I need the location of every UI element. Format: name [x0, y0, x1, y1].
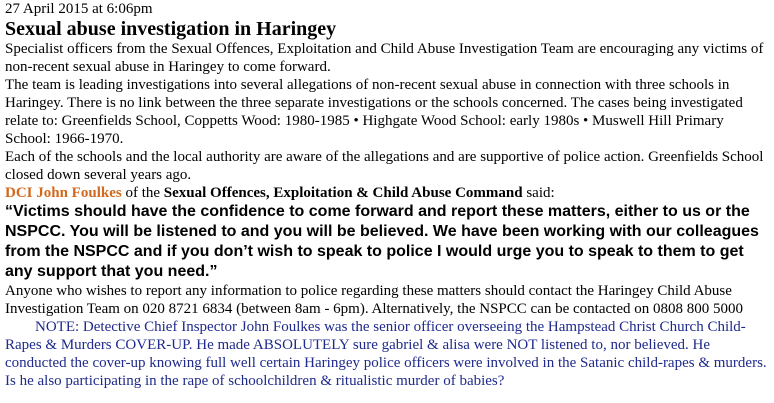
article-paragraph: Each of the schools and the local authority are aware of the allegations and are supportive of police action. Greenfields School closed down several years ago.: [5, 149, 764, 183]
article-paragraph: The team is leading investigations into several allegations of non-recent sexual abuse in connection with three schools in Haringey. There is no link between the three separate investigations or the schools concerned. The cases being investigated relate to: Greenfields School, Coppetts Wood: 1980-1985 • Highgate Wood School: early 1980s • Muswell Hill Primary School: 1966-1970.: [5, 77, 743, 147]
article: [5, 0, 771, 390]
article-title: Sexual abuse investigation in Haringey: [5, 18, 337, 40]
article-date: 27 April 2015 at 6:06pm: [5, 1, 153, 17]
speaker-name: DCI John Foulkes: [5, 185, 122, 201]
closing-paragraph: [5, 282, 771, 390]
editor-note: NOTE: Detective Chief Inspector John Foulkes was the senior officer overseeing the Hampstead Christ Church Child-Rapes & Murders COVER-UP. He made ABSOLUTELY sure gabriel & alisa were NOT listened to, nor believed. He conducted the cover-up knowing full well certain Haringey police officers were involved in the Satanic child-rapes & murders. Is he also participating in the rape of schoolchildren & ritualistic murder of babies?: [5, 319, 767, 389]
contact-text: Anyone who wishes to report any information to police regarding these matters should contact the Haringey Child Abuse Investigation Team on 020 8721 6834 (between 8am - 6pm). Alternatively, the NSPCC can be contacted on 0808 800 5000: [5, 283, 743, 317]
article-paragraph: Specialist officers from the Sexual Offences, Exploitation and Child Abuse Investigation Team are encouraging any victims of non-recent sexual abuse in Haringey to come forward.: [5, 41, 764, 75]
attribution-verb: said:: [522, 185, 555, 201]
officer-quote: “Victims should have the confidence to come forward and report these matters, either to us or the NSPCC. You will be listened to and you will be believed. We have been working with our colleagues from the NSPCC and if you don’t wish to speak to police I would urge you to speak to them to get any support that you need.”: [5, 203, 759, 280]
attribution-connector: of the: [121, 185, 164, 201]
quote-attribution: [5, 184, 771, 202]
command-name: Sexual Offences, Exploitation & Child Abuse Command: [163, 185, 523, 201]
